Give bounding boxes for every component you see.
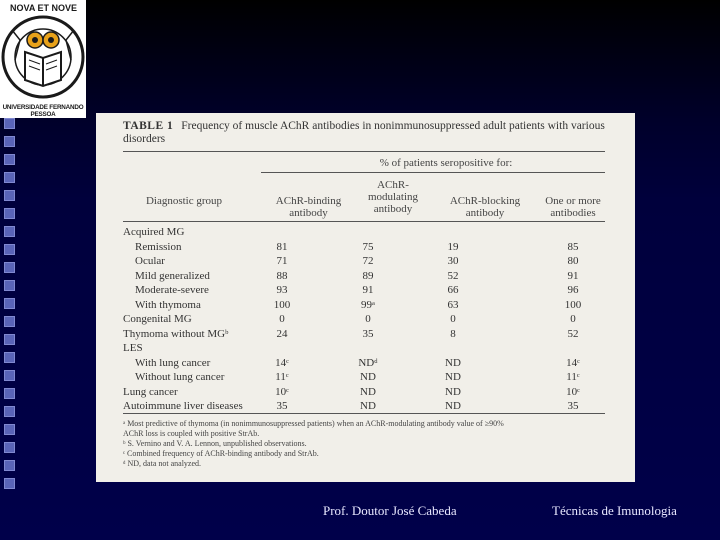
footnote: ᶜ Combined frequency of AChR-binding antibody and StrAb. xyxy=(123,449,319,458)
table-cell: 66 xyxy=(447,284,459,296)
table-cell: ND xyxy=(360,385,376,398)
table-cell: 88 xyxy=(276,269,288,282)
table-cell: 72 xyxy=(362,255,374,267)
row-label: Lung cancer xyxy=(123,385,178,398)
table-number: TABLE 1 xyxy=(123,120,174,132)
row-label: Ocular xyxy=(135,255,165,267)
antibody-table-image xyxy=(96,113,635,482)
row-label: With lung cancer xyxy=(135,356,211,369)
table-cell: 63 xyxy=(447,298,459,311)
bullet-square xyxy=(4,298,15,309)
table-cell: 100 xyxy=(564,298,582,311)
bullet-square xyxy=(4,262,15,273)
bullet-square xyxy=(4,388,15,399)
bullet-square xyxy=(4,118,15,129)
row-label: Autoimmune liver diseases xyxy=(123,400,243,412)
bullet-square xyxy=(4,406,15,417)
bullet-square xyxy=(4,208,15,219)
table-cell: ND xyxy=(445,385,461,398)
bullet-square xyxy=(4,460,15,471)
table-cell: 91 xyxy=(362,284,374,296)
column-header-any: One or more antibodies xyxy=(545,195,601,219)
university-logo xyxy=(0,0,86,118)
bullet-square xyxy=(4,334,15,345)
table-row xyxy=(123,341,618,355)
table-cell: 24 xyxy=(276,327,288,340)
row-label: Acquired MG xyxy=(123,226,185,238)
table-cell: 52 xyxy=(447,269,459,282)
table-row xyxy=(123,385,618,399)
bullet-square xyxy=(4,316,15,327)
table-row xyxy=(123,356,618,370)
decorative-bullet-column xyxy=(4,118,18,496)
bullet-square xyxy=(4,172,15,183)
table-row xyxy=(123,327,618,341)
table-row xyxy=(123,240,618,254)
table-cell: ND xyxy=(445,371,461,383)
table-cell: 35 xyxy=(362,327,374,340)
table-cell: 0 xyxy=(570,313,576,325)
footnote: ᵃ Most predictive of thymoma (in nonimmunosuppressed patients) when an AChR-modulating antibody value of ≥90% xyxy=(123,419,504,428)
row-label: Remission xyxy=(135,240,182,253)
table-row xyxy=(123,399,618,413)
footnote: AChR loss is coupled with positive StrAb. xyxy=(123,429,260,438)
footnote: ᵈ ND, data not analyzed. xyxy=(123,459,202,468)
bullet-square xyxy=(4,190,15,201)
span-header-rule xyxy=(261,172,605,173)
table-row xyxy=(123,269,618,283)
table-top-rule xyxy=(123,151,605,152)
table-cell: ND xyxy=(445,356,461,369)
bullet-square xyxy=(4,136,15,147)
table-cell: 0 xyxy=(365,313,371,325)
table-row xyxy=(123,312,618,326)
bullet-square xyxy=(4,442,15,453)
table-cell: 30 xyxy=(447,255,459,267)
row-label: With thymoma xyxy=(135,298,201,311)
row-label: Congenital MG xyxy=(123,313,192,325)
row-label: Without lung cancer xyxy=(135,371,225,383)
table-cell: 0 xyxy=(279,313,285,325)
table-cell: 10ᶜ xyxy=(566,385,580,398)
bullet-square xyxy=(4,280,15,291)
table-cell: 14ᶜ xyxy=(275,356,289,369)
table-cell: 75 xyxy=(362,240,374,253)
bullet-square xyxy=(4,154,15,165)
table-cell: 35 xyxy=(276,400,288,412)
table-cell: 14ᶜ xyxy=(566,356,580,369)
footer-author: Prof. Doutor José Cabeda xyxy=(323,503,457,518)
footer-course: Técnicas de Imunologia xyxy=(552,503,677,518)
column-header-binding: AChR-binding antibody xyxy=(275,195,342,219)
logo-top-text: NOVA ET NOVE xyxy=(10,3,78,13)
university-seal-icon xyxy=(0,0,86,118)
table-cell: 100 xyxy=(273,298,291,311)
table-row xyxy=(123,370,618,384)
table-cell: 85 xyxy=(567,240,579,253)
table-cell: 11ᶜ xyxy=(566,371,580,383)
table-row xyxy=(123,283,618,297)
table-cell: 52 xyxy=(567,327,579,340)
table-cell: 11ᶜ xyxy=(275,371,289,383)
table-row xyxy=(123,225,618,239)
table-cell: 80 xyxy=(567,255,579,267)
row-label: Mild generalized xyxy=(135,269,210,282)
table-cell: 0 xyxy=(450,313,456,325)
table-cell: 35 xyxy=(567,400,579,412)
bullet-square xyxy=(4,352,15,363)
bullet-square xyxy=(4,370,15,381)
column-header-blocking: AChR-blocking antibody xyxy=(449,195,521,219)
table-cell: 8 xyxy=(450,327,456,340)
bullet-square xyxy=(4,226,15,237)
table-title xyxy=(123,120,623,146)
table-cell: 10ᶜ xyxy=(275,385,289,398)
table-cell: NDᵈ xyxy=(358,356,378,369)
row-label: LES xyxy=(123,342,143,354)
row-label: Thymoma without MGᵇ xyxy=(123,327,229,340)
table-row xyxy=(123,298,618,312)
table-row xyxy=(123,254,618,268)
table-cell: 96 xyxy=(567,284,579,296)
column-header-modulating: AChR-modulating antibody xyxy=(367,179,419,215)
table-bottom-rule xyxy=(123,413,605,414)
table-cell: 81 xyxy=(276,240,288,253)
table-cell: 89 xyxy=(362,269,374,282)
table-cell: 19 xyxy=(447,240,459,253)
bullet-square xyxy=(4,424,15,435)
table-cell: 99ᵃ xyxy=(360,298,375,311)
footnote: ᵇ S. Vernino and V. A. Lennon, unpublished observations. xyxy=(123,439,307,448)
logo-ring-text: UNIVERSIDADE FERNANDO PESSOA xyxy=(2,104,84,118)
table-cell: ND xyxy=(360,371,376,383)
header-bottom-rule xyxy=(123,221,605,222)
table-cell: 93 xyxy=(276,284,288,296)
bullet-square xyxy=(4,478,15,489)
table-cell: 71 xyxy=(276,255,288,267)
table-caption: Frequency of muscle AChR antibodies in nonimmunosuppressed adult patients with various disorders xyxy=(123,120,605,145)
row-label: Moderate-severe xyxy=(135,284,209,296)
table-cell: ND xyxy=(360,400,376,412)
bullet-square xyxy=(4,244,15,255)
span-header: % of patients seropositive for: xyxy=(379,157,513,169)
column-header-group: Diagnostic group xyxy=(145,195,223,207)
table-cell: 91 xyxy=(567,269,579,282)
table-cell: ND xyxy=(445,400,461,412)
